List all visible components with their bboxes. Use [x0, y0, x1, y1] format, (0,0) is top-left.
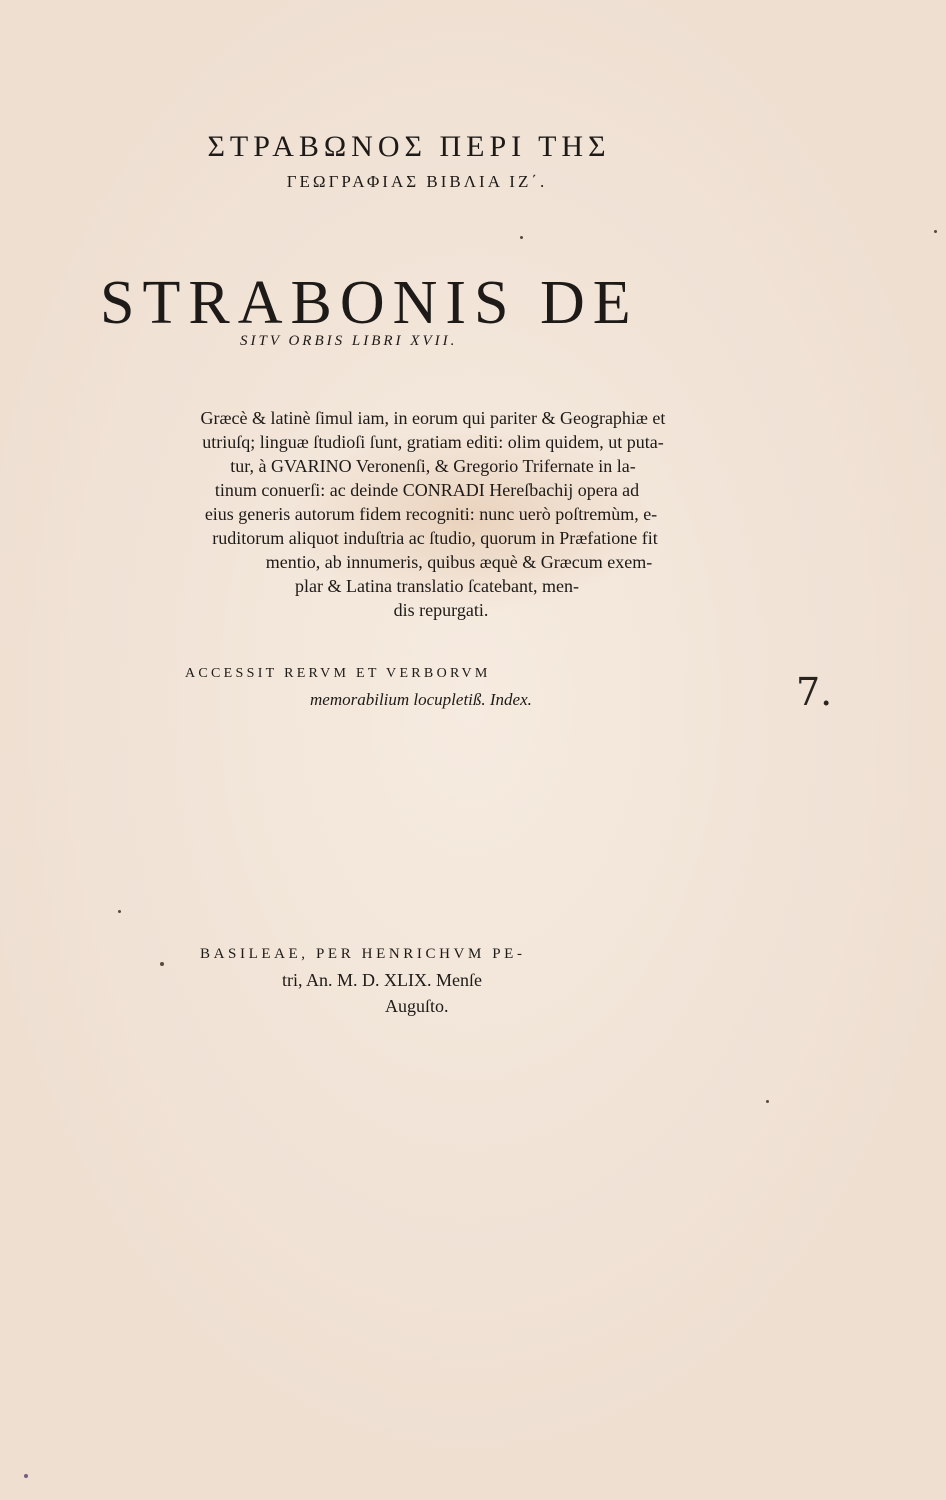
- paper-speck: [766, 1100, 769, 1103]
- description-line: eius generis autorum fidem recogniti: nunc uerò poſtremùm, e-: [204, 504, 658, 524]
- description-line: mentio, ab innumeris, quibus æquè & Græcum exem-: [265, 552, 653, 572]
- accessit-line-2: memorabilium locupletiß. Index.: [310, 690, 532, 709]
- description-line: Græcè & latinè ſimul iam, in eorum qui pariter & Geographiæ et: [200, 408, 666, 428]
- greek-title-line-2: ΓΕΩΓΡΑΦΙΑΣ ΒΙΒΛΙΑ ΙΖ΄.: [286, 172, 548, 191]
- accessit-line-1: ACCESSIT RERVM ET VERBORVM: [185, 666, 491, 681]
- description-line: utriuſq; linguæ ſtudioſi ſunt, gratiam editi: olim quidem, ut puta-: [202, 432, 664, 452]
- description-line: tur, à GVARINO Veronenſi, & Gregorio Trifernate in la-: [230, 456, 636, 476]
- description-line: ruditorum aliquot induſtria ac ſtudio, quorum in Præfatione fit: [212, 528, 658, 548]
- latin-subtitle: SITV ORBIS LIBRI XVII.: [240, 333, 458, 349]
- imprint-line-2: tri, An. M. D. XLIX. Menſe: [282, 970, 482, 990]
- paper-speck: [118, 910, 121, 913]
- description-line: tinum conuerſi: ac deinde CONRADI Hereſbachij opera ad: [214, 480, 640, 500]
- latin-title: STRABONIS DE: [100, 269, 639, 337]
- description-line: plar & Latina translatio ſcatebant, men-: [295, 576, 579, 596]
- paper-speck: [934, 230, 937, 233]
- greek-title-line-1: ΣΤΡΑΒΩΝΟΣ ΠΕΡΙ ΤΗΣ: [207, 130, 611, 163]
- paper-speck: [24, 1474, 28, 1478]
- paper-speck: [160, 962, 164, 966]
- imprint-line-1: BASILEAE, PER HENRICHVM PE-: [200, 946, 526, 962]
- imprint-line-3: Auguſto.: [385, 996, 449, 1016]
- description-line: dis repurgati.: [393, 600, 489, 620]
- paper-speck: [520, 236, 523, 239]
- handwritten-margin-note: 7.: [796, 670, 833, 714]
